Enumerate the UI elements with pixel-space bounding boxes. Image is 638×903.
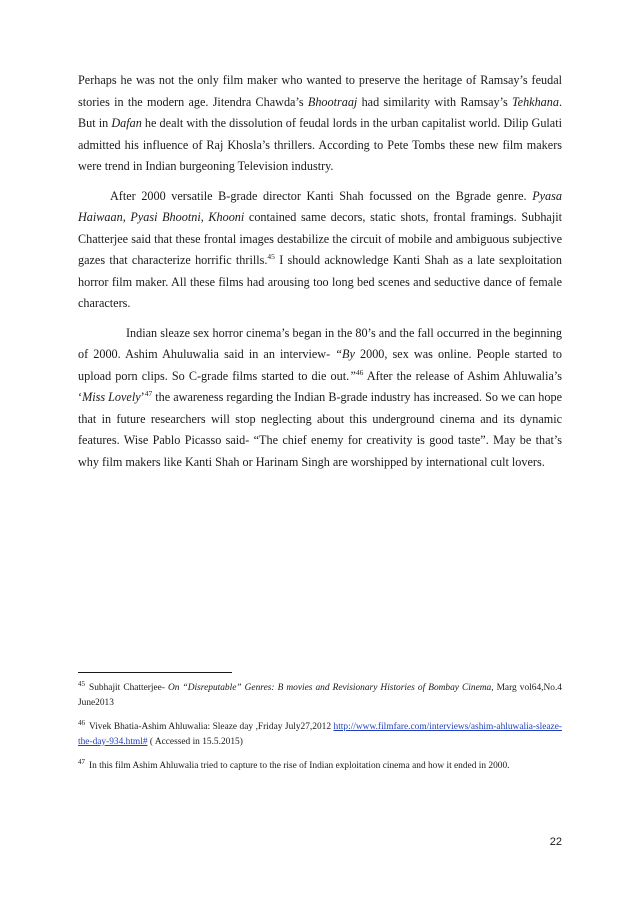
text-run: 2000, sex was online. People started to upload porn clips. So C-grade films started to die out. — [78, 347, 562, 383]
footnote-text: ( Accessed in 15.5.2015) — [147, 737, 243, 747]
footnote-divider — [78, 672, 232, 673]
text-run: ’ — [140, 390, 145, 404]
footnote-45 — [78, 681, 562, 711]
paragraph-1 — [78, 70, 562, 178]
quote-close: ” — [349, 368, 356, 383]
footnote-number: 46 — [78, 719, 85, 727]
film-title: Miss Lovely — [82, 390, 141, 404]
film-title: Tehkhana — [512, 94, 559, 109]
footnotes — [78, 681, 562, 783]
text-run: , — [122, 210, 131, 224]
text-run: After the release of Ashim Ahluwalia’s ‘ — [78, 368, 562, 404]
main-body — [78, 70, 562, 481]
text-run: After 2000 versatile B-grade director Kanti Shah focussed on the Bgrade genre. — [110, 188, 533, 203]
text-run: contained same decors, static shots, frontal framings. Subhajit Chatterjee said that these frontal images destabilize the circuit of mobile and ambiguous subjective gazes that characterize horrific thrills. — [78, 210, 562, 267]
footnote-ref-47[interactable]: 47 — [144, 389, 153, 398]
footnote-text: Vivek Bhatia-Ashim Ahluwalia: Sleaze day ,Friday July27,2012 — [89, 722, 334, 732]
footnote-text: Subhajit Chatterjee- — [89, 683, 169, 693]
footnote-ref-46[interactable]: 46 — [355, 367, 364, 377]
text-run: Perhaps he was not the only film maker who wanted to preserve the heritage of Ramsay’s feudal stories in the modern age. Jitendra Chawda’s — [78, 73, 562, 109]
footnote-number: 47 — [78, 758, 85, 766]
text-run: the awareness regarding the Indian B-grade industry has increased. So we can hope that in future researchers will stop neglecting about this underground cinema and its dynamic features. Wise Pablo Picasso said- “The chief enemy for creativity is good taste”. May be that’s why film makers like Kanti Shah or Harinam Singh are worshipped by international cult lovers. — [78, 390, 562, 469]
footnote-number: 45 — [78, 680, 85, 688]
footnote-46 — [78, 720, 562, 750]
text-run: Indian sleaze sex horror cinema’s began in the 80’s and the fall occurred in the beginning of 2000. Ashim Ahuluwalia said in an interview- — [78, 325, 562, 361]
film-title: Khooni — [208, 210, 245, 224]
cited-work-title: On “Disreputable” Genres: B movies and Revisionary Histories of Bombay Cinema — [168, 683, 492, 693]
footnote-text: In this film Ashim Ahluwalia tried to capture to the rise of Indian exploitation cinema and how it ended in 2000. — [89, 761, 510, 771]
text-run: I should acknowledge Kanti Shah as a late sexploitation horror film maker. All these films had arousing too long bed scenes and seductive dance of female characters. — [78, 253, 562, 310]
film-title: Dafan — [111, 116, 142, 130]
footnote-ref-45[interactable]: 45 — [267, 252, 275, 261]
text-run: . But in — [78, 94, 562, 130]
paragraph-2 — [78, 186, 562, 315]
page-number: 22 — [549, 836, 562, 848]
paragraph-3 — [78, 323, 562, 474]
filmfare-link[interactable]: http://www.filmfare.com/interviews/ashim-ahluwalia-sleaze-the-day-934.html# — [78, 722, 562, 747]
quote-open: “By — [335, 347, 355, 361]
film-title: Bhootraaj — [307, 94, 358, 109]
film-title: Pyasi Bhootni — [130, 210, 201, 224]
footnote-text: , Marg vol64,No.4 June2013 — [78, 683, 562, 708]
footnote-47 — [78, 759, 562, 774]
film-title: Pyasa Haiwaan — [78, 188, 562, 224]
text-run: he dealt with the dissolution of feudal lords in the urban capitalist world. Dilip Gulati admitted his influence of Raj Khosla’s thrillers. According to Pete Tombs these new film makers were trend in Indian burgeoning Television industry. — [78, 116, 562, 173]
text-run: had similarity with Ramsay’s — [357, 94, 512, 109]
text-run: , — [200, 210, 209, 224]
